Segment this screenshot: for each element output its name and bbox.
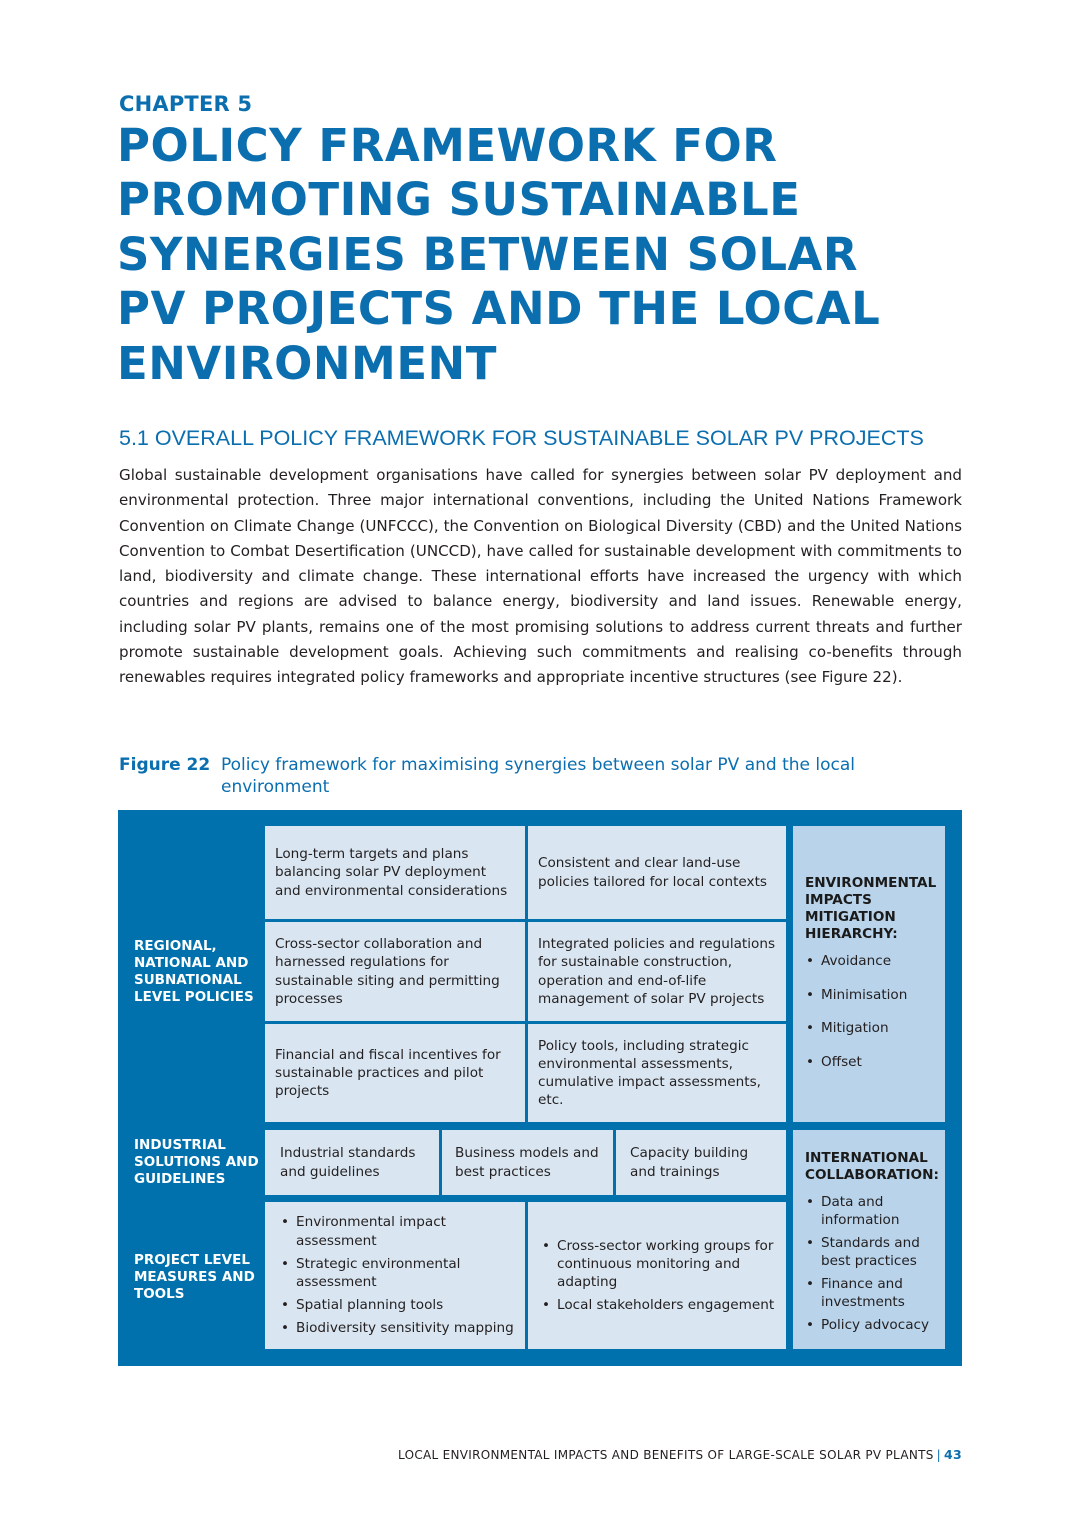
policy-framework-figure (118, 810, 962, 1366)
list-item: • Strategic environmental assessment (275, 1255, 515, 1291)
list-item: • Cross-sector working groups for continuous monitoring and adapting (536, 1237, 776, 1292)
chapter-title-line: PROMOTING SUSTAINABLE (117, 173, 801, 227)
policy-cell (265, 1024, 525, 1122)
policy-cell-text: Financial and fiscal incentives for sustainable practices and pilot projects (275, 1046, 501, 1100)
footer-title: LOCAL ENVIRONMENTAL IMPACTS AND BENEFITS OF LARGE-SCALE SOLAR PV PLANTS (398, 1448, 934, 1462)
chapter-title-line: SYNERGIES BETWEEN SOLAR (117, 227, 859, 281)
figure-label: Figure 22 (119, 755, 211, 775)
list-item: • Biodiversity sensitivity mapping (275, 1319, 515, 1337)
industrial-cell (616, 1130, 786, 1195)
industrial-cell-text: Capacity building and trainings (630, 1145, 749, 1180)
collaboration-list (805, 1193, 933, 1334)
row-label-project: PROJECT LEVEL MEASURES AND TOOLS (134, 1252, 255, 1302)
policy-cell (265, 826, 525, 919)
list-item: • Finance and investments (805, 1275, 933, 1311)
list-item: • Data and information (805, 1193, 933, 1229)
list-item: • Spatial planning tools (275, 1296, 515, 1314)
list-item: • Mitigation (805, 1019, 933, 1037)
section-heading: 5.1 OVERALL POLICY FRAMEWORK FOR SUSTAINABLE SOLAR PV PROJECTS (119, 426, 924, 450)
industrial-cell (442, 1130, 613, 1195)
collaboration-heading: INTERNATIONAL COLLABORATION: (805, 1150, 939, 1183)
project-measures-cell (528, 1202, 786, 1349)
list-item: • Environmental impact assessment (275, 1213, 515, 1249)
policy-cell-text: Integrated policies and regulations for sustainable construction, operation and end-of-life management of solar PV projects (538, 936, 776, 1007)
policy-cell-text: Policy tools, including strategic environmental assessments, cumulative impact assessments, etc. (538, 1037, 761, 1109)
chapter-title-line: ENVIRONMENT (117, 336, 497, 390)
list-item: • Avoidance (805, 952, 933, 970)
international-collaboration-box (793, 1130, 945, 1349)
list-item: • Standards and best practices (805, 1234, 933, 1270)
chapter-title (117, 119, 1017, 391)
policy-cell (528, 922, 786, 1021)
project-tools-list (275, 1213, 515, 1337)
project-measures-list (536, 1237, 776, 1315)
list-item: • Offset (805, 1053, 933, 1071)
list-item: • Policy advocacy (805, 1316, 933, 1334)
figure-caption-text: Policy framework for maximising synergies between solar PV and the local environment (221, 755, 855, 797)
project-tools-cell (265, 1202, 525, 1349)
mitigation-heading: ENVIRONMENTAL IMPACTS MITIGATION HIERARCHY: (805, 875, 937, 942)
industrial-cell-text: Industrial standards and guidelines (280, 1145, 416, 1180)
policy-cell (528, 826, 786, 919)
body-paragraph: Global sustainable development organisations have called for synergies between solar PV deployment and environmental protection. Three major international conventions, including the United Nations Framework Convention on Climate Change (UNFCCC), the Convention on Biological Diversity (CBD) and the United Nations Convention to Combat Desertification (UNCCD), have called for sustainable development with commitments to land, biodiversity and climate change. These international efforts have increased the urgency with which countries and regions are advised to balance energy, biodiversity and land issues. Renewable energy, including solar PV plants, remains one of the most promising solutions to address current threats and further promote sustainable development goals. Achieving such commitments and realising co-benefits through renewables requires integrated policy frameworks and appropriate incentive structures (see Figure 22). (119, 466, 962, 687)
mitigation-list (805, 952, 933, 1071)
policy-cell (528, 1024, 786, 1122)
footer-separator: | (936, 1448, 941, 1462)
row-label-industrial: INDUSTRIAL SOLUTIONS AND GUIDELINES (134, 1137, 259, 1187)
list-item: • Minimisation (805, 986, 933, 1004)
mitigation-hierarchy-box (793, 826, 945, 1122)
page-footer (398, 1447, 962, 1462)
chapter-title-line: POLICY FRAMEWORK FOR (117, 119, 778, 172)
policy-cell (265, 922, 525, 1021)
page-number: 43 (944, 1447, 962, 1462)
industrial-cell (265, 1130, 439, 1195)
chapter-title-line: PV PROJECTS AND THE LOCAL (117, 282, 881, 336)
policy-cell-text: Long-term targets and plans balancing solar PV deployment and environmental considerations (275, 846, 508, 899)
chapter-label: CHAPTER 5 (119, 92, 253, 116)
list-item: • Local stakeholders engagement (536, 1296, 776, 1314)
policy-cell-text: Cross-sector collaboration and harnessed regulations for sustainable siting and permitting processes (275, 936, 500, 1007)
industrial-cell-text: Business models and best practices (455, 1145, 599, 1180)
row-label-regional: REGIONAL, NATIONAL AND SUBNATIONAL LEVEL POLICIES (134, 938, 254, 1005)
policy-cell-text: Consistent and clear land-use policies tailored for local contexts (538, 855, 767, 890)
